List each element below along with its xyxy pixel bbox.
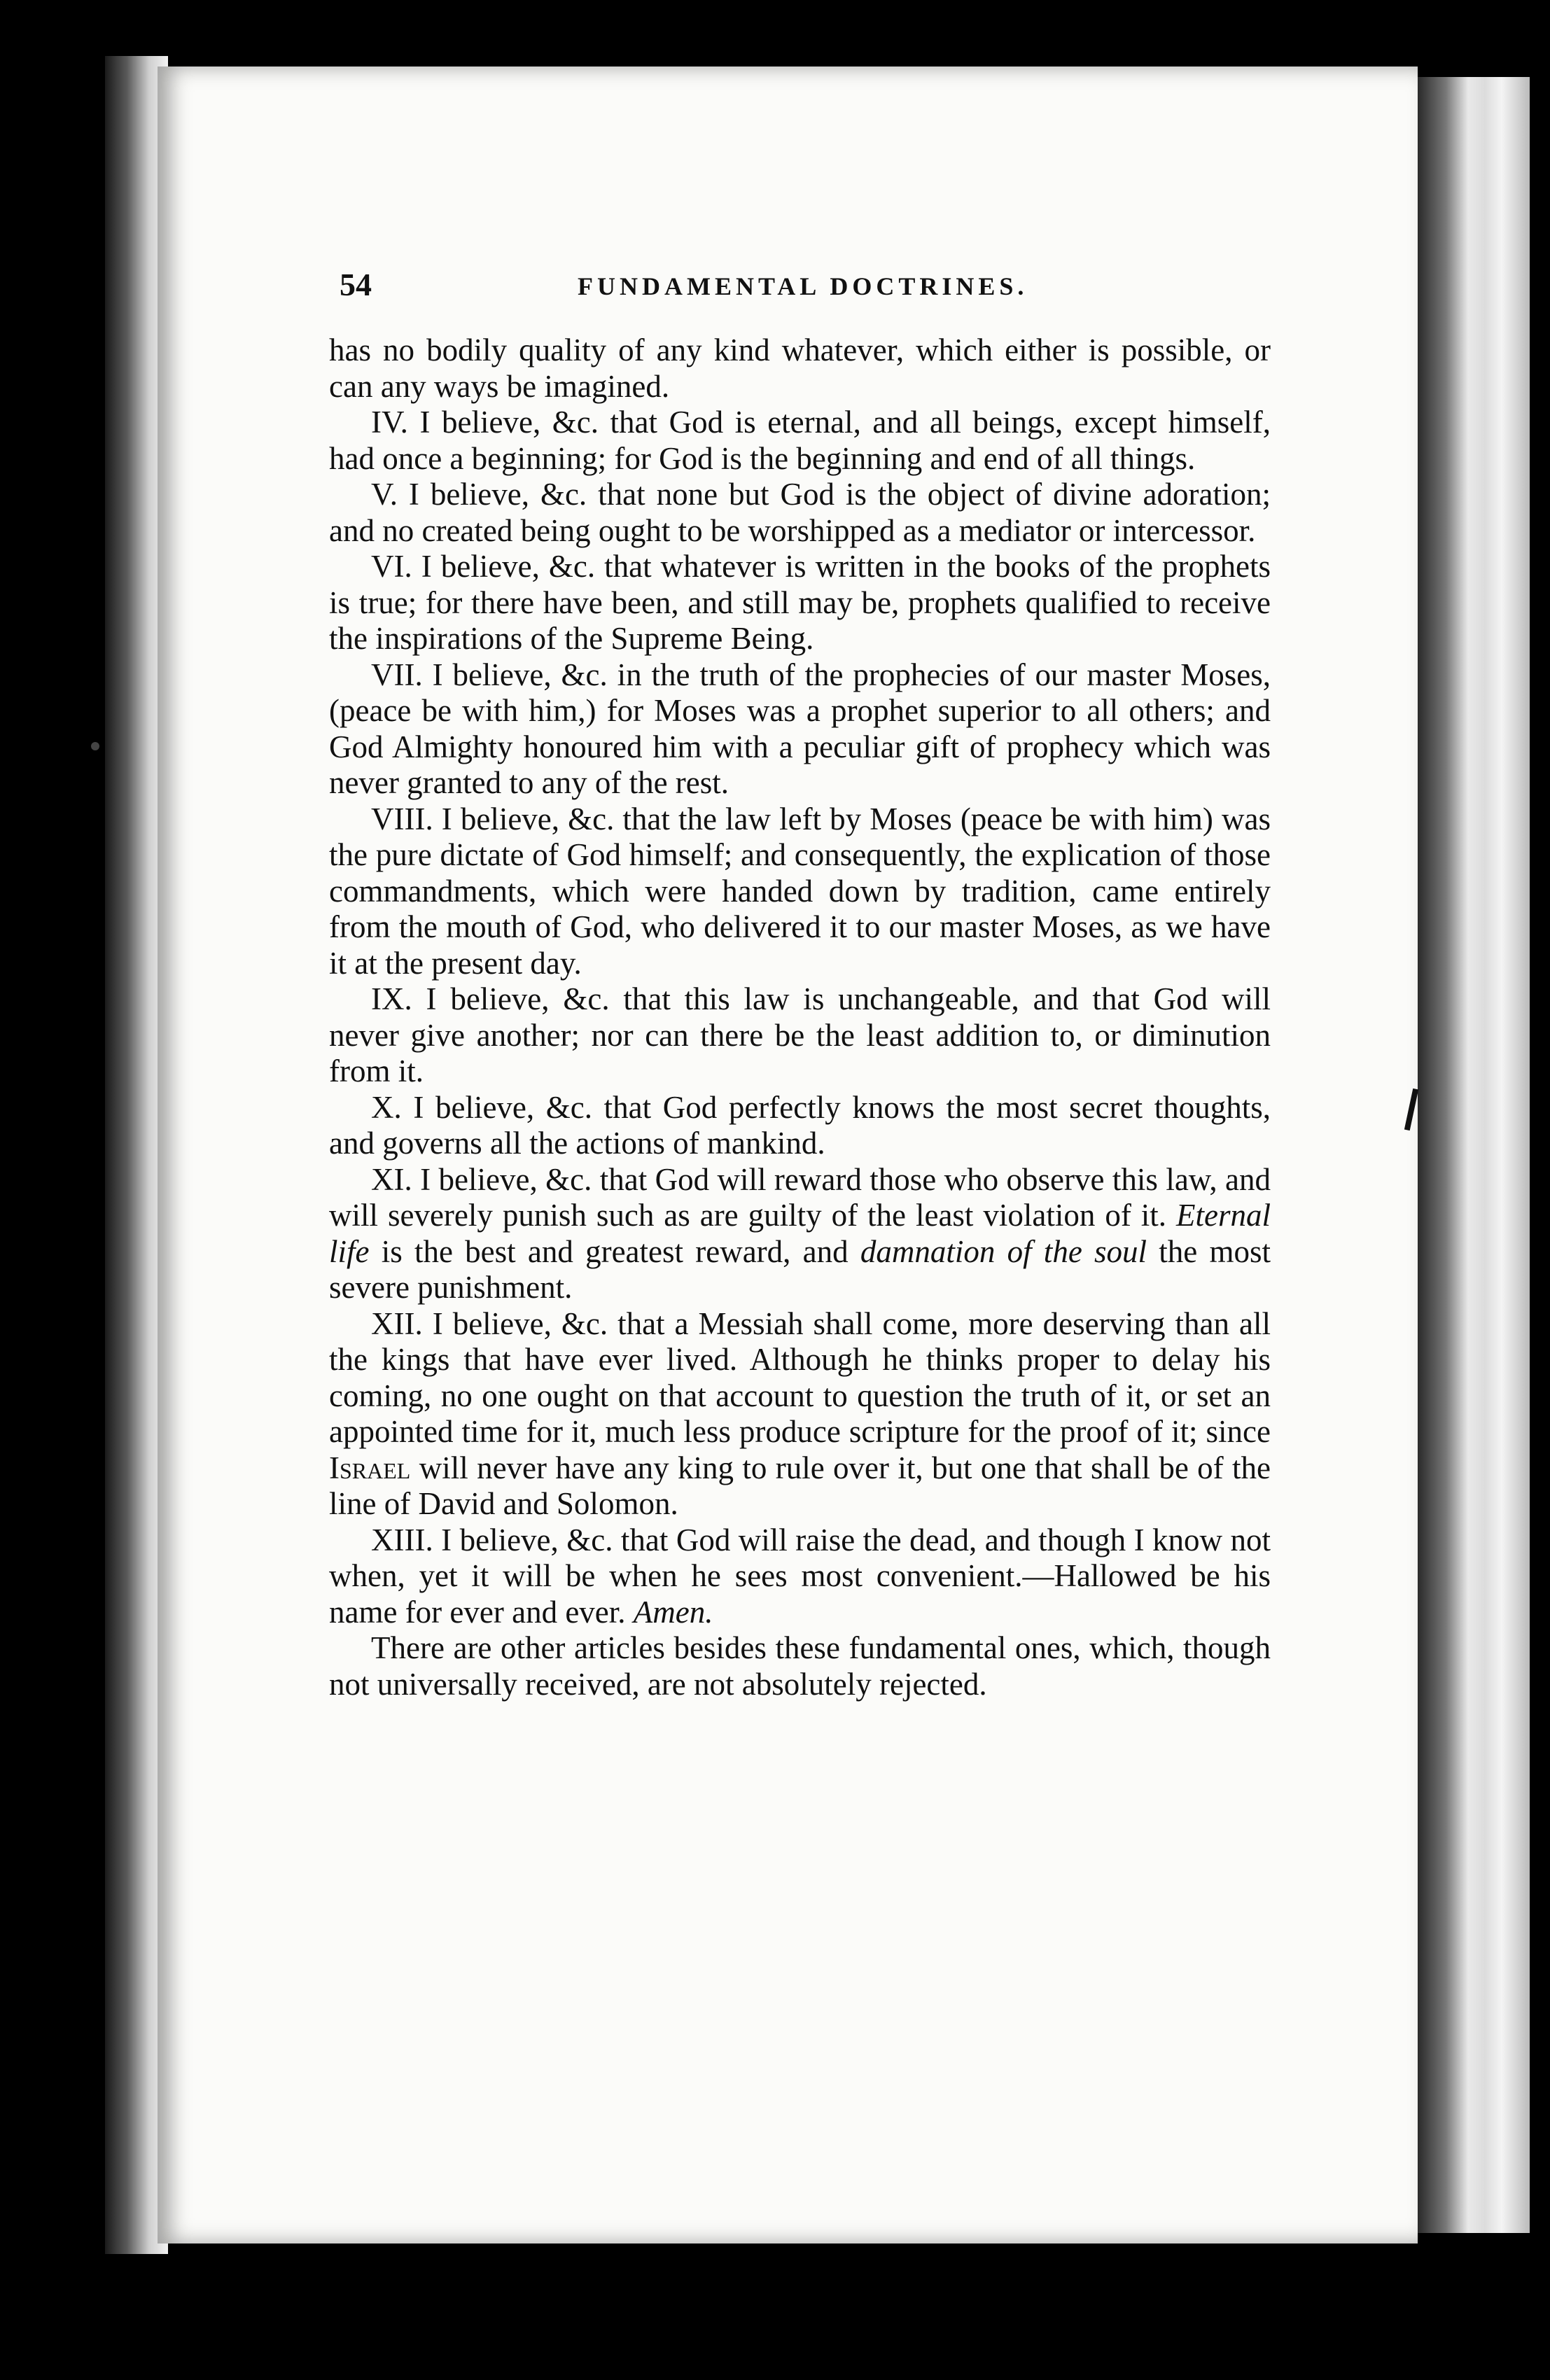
article-x: X. I believe, &c. that God perfectly knows the most secret thoughts, and governs all the actions of mankind. <box>329 1089 1271 1161</box>
body-text <box>329 332 1271 1702</box>
page-number: 54 <box>340 267 372 302</box>
page-header <box>340 266 1271 308</box>
article-xiii <box>329 1522 1271 1631</box>
article-xi-text-3: the most severe punishment. <box>329 1233 1271 1305</box>
article-xiii-italic: Amen. <box>633 1594 713 1630</box>
article-xii-text-2: will never have any king to rule over it, but one that shall be of the line of David and Solomon. <box>329 1450 1271 1521</box>
article-xi-italic-2: damnation of the soul <box>860 1233 1147 1269</box>
article-xi-text-2: is the best and greatest reward, and <box>369 1233 860 1269</box>
article-viii: VIII. I believe, &c. that the law left by Moses (peace be with him) was the pure dictate of God himself; and consequently, the explication of those commandments, which were handed down by tradition, came entirely from the mouth of God, who delivered it to our master Moses, as we have it at the present day. <box>329 801 1271 981</box>
article-v: V. I believe, &c. that none but God is the object of divine adoration; and no created being ought to be worshipped as a mediator or intercessor. <box>329 477 1271 548</box>
page-edges-right <box>1418 77 1530 2233</box>
article-vi: VI. I believe, &c. that whatever is written in the books of the prophets is true; for there have been, and still may be, prophets qualified to receive the inspirations of the Supreme Being. <box>329 549 1271 656</box>
article-xi-italic-1: Eternal life <box>329 1198 1271 1269</box>
article-xi-text-1: XI. I believe, &c. that God will reward those who observe this law, and will severely punish such as are guilty of the least violation of it. <box>329 1161 1271 1233</box>
article-iv: IV. I believe, &c. that God is eternal, and all beings, except himself, had once a beginning; for God is the beginning and end of all things. <box>329 405 1271 476</box>
article-xi <box>329 1162 1271 1306</box>
article-xii-small-caps: Israel <box>329 1450 411 1485</box>
paragraph-continuation: has no bodily quality of any kind whatever, which either is possible, or can any ways be imagined. <box>329 332 1271 404</box>
article-ix: IX. I believe, &c. that this law is unchangeable, and that God will never give another; nor can there be the least addition to, or diminution from it. <box>329 981 1271 1088</box>
article-vii: VII. I believe, &c. in the truth of the prophecies of our master Moses, (peace be with him,) for Moses was a prophet superior to all others; and God Almighty honoured him with a peculiar gift of prophecy which was never granted to any of the rest. <box>329 657 1271 800</box>
margin-speck <box>91 742 99 750</box>
article-xii-text-1: XII. I believe, &c. that a Messiah shall come, more deserving than all the kings that have ever lived. Although he thinks proper to delay his coming, no one ought on that account to question the truth of it, or set an appointed time for it, much less produce scripture for the proof of it; since <box>329 1306 1271 1449</box>
article-xii <box>329 1306 1271 1522</box>
closing-paragraph: There are other articles besides these fundamental ones, which, though not universally received, are not absolutely rejected. <box>329 1630 1271 1702</box>
running-head: FUNDAMENTAL DOCTRINES. <box>578 272 1028 300</box>
article-xiii-text: XIII. I believe, &c. that God will raise the dead, and though I know not when, yet it will be when he sees most convenient.—Hallowed be his name for ever and ever. <box>329 1522 1271 1630</box>
